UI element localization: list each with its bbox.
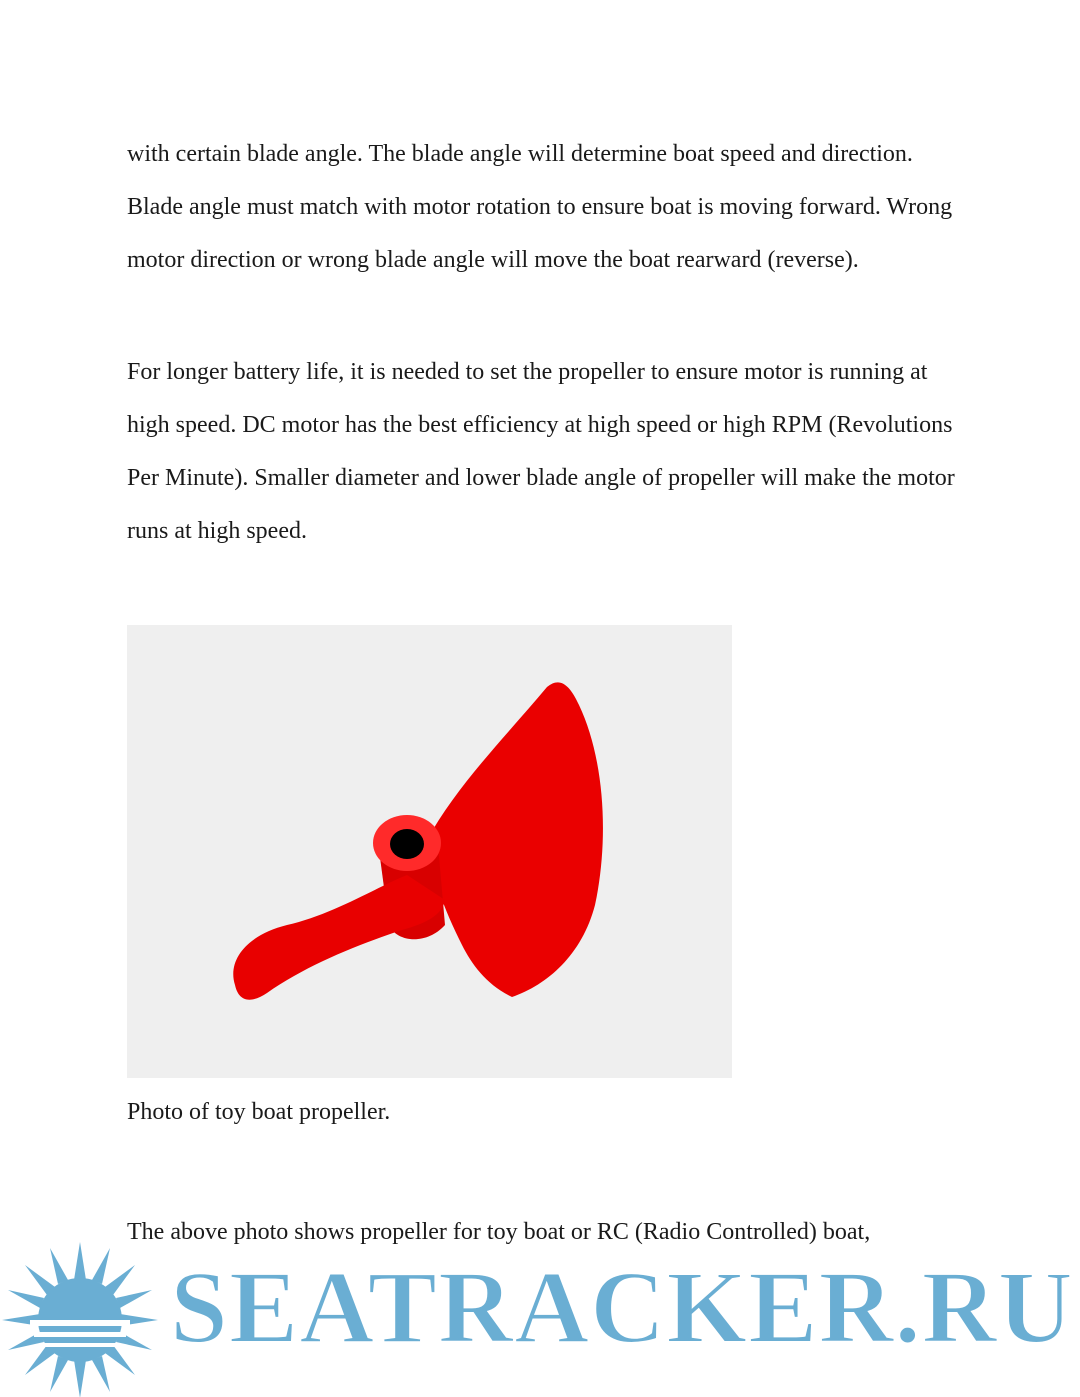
propeller-photo — [127, 625, 732, 1078]
paragraph-blade-angle: with certain blade angle. The blade angle will determine boat speed and direction. Blade angle must match with motor rotation to ensure boat is moving forward. Wrong motor direction or wrong blade angle will move the boat rearward (reverse). — [127, 141, 953, 273]
propeller-icon — [127, 625, 732, 1078]
watermark-text: SEATRACKER.RU — [170, 1250, 1074, 1365]
paragraph-photo-description: The above photo shows propeller for toy boat or RC (Radio Controlled) boat, — [127, 1219, 871, 1245]
paragraph-battery-life: For longer battery life, it is needed to set the propeller to ensure motor is running at high speed. DC motor has the best efficiency at high speed or high RPM (Revolutions Per Minute). Smaller diameter and lower blade angle of propeller will make the motor runs at high speed. — [127, 359, 955, 544]
photo-caption: Photo of toy boat propeller. — [127, 1099, 391, 1125]
sun-over-sea-logo-icon — [0, 1240, 170, 1397]
